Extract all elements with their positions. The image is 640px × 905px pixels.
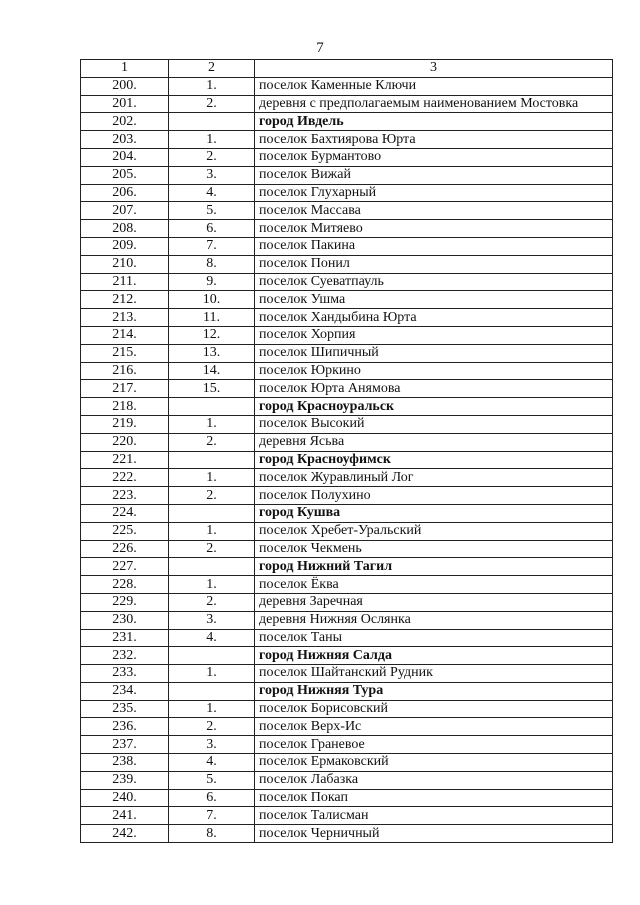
row-number-cell: 233. [81, 665, 169, 683]
sub-number-cell: 5. [169, 771, 255, 789]
settlement-name-cell: поселок Журавлиный Лог [255, 469, 613, 487]
row-number-cell: 229. [81, 593, 169, 611]
column-header-3: 3 [255, 60, 613, 78]
city-row [81, 558, 613, 576]
row-number-cell: 236. [81, 718, 169, 736]
settlement-name-cell: поселок Ёква [255, 576, 613, 594]
sub-number-cell [169, 398, 255, 416]
row-number-cell: 212. [81, 291, 169, 309]
row-number-cell: 218. [81, 398, 169, 416]
sub-number-cell: 2. [169, 487, 255, 505]
sub-number-cell: 1. [169, 576, 255, 594]
settlement-name-cell: поселок Понил [255, 255, 613, 273]
row-number-cell: 230. [81, 611, 169, 629]
table-row [81, 380, 613, 398]
sub-number-cell: 10. [169, 291, 255, 309]
sub-number-cell [169, 504, 255, 522]
table-row [81, 77, 613, 95]
sub-number-cell: 5. [169, 202, 255, 220]
settlement-name-cell: поселок Шайтанский Рудник [255, 665, 613, 683]
row-number-cell: 232. [81, 647, 169, 665]
table-row [81, 576, 613, 594]
sub-number-cell: 3. [169, 611, 255, 629]
table-row [81, 807, 613, 825]
settlement-name-cell: поселок Бахтиярова Юрта [255, 131, 613, 149]
row-number-cell: 222. [81, 469, 169, 487]
table-row [81, 754, 613, 772]
settlement-name-cell: деревня Заречная [255, 593, 613, 611]
table-row [81, 629, 613, 647]
settlement-name-cell: поселок Вижай [255, 166, 613, 184]
row-number-cell: 226. [81, 540, 169, 558]
sub-number-cell: 1. [169, 469, 255, 487]
table-row [81, 771, 613, 789]
settlement-name-cell: город Нижний Тагил [255, 558, 613, 576]
sub-number-cell: 4. [169, 629, 255, 647]
table-row [81, 255, 613, 273]
row-number-cell: 205. [81, 166, 169, 184]
row-number-cell: 240. [81, 789, 169, 807]
city-row [81, 398, 613, 416]
row-number-cell: 238. [81, 754, 169, 772]
city-row [81, 451, 613, 469]
settlement-name-cell: поселок Верх-Ис [255, 718, 613, 736]
column-header-1: 1 [81, 60, 169, 78]
settlement-name-cell: поселок Черничный [255, 825, 613, 843]
city-row [81, 647, 613, 665]
settlement-name-cell: город Красноуфимск [255, 451, 613, 469]
settlement-name-cell: поселок Бурмантово [255, 148, 613, 166]
settlement-name-cell: город Красноуральск [255, 398, 613, 416]
table-row [81, 789, 613, 807]
settlement-name-cell: поселок Таны [255, 629, 613, 647]
row-number-cell: 216. [81, 362, 169, 380]
table-row [81, 700, 613, 718]
table-row [81, 611, 613, 629]
settlement-name-cell: поселок Ушма [255, 291, 613, 309]
sub-number-cell: 12. [169, 326, 255, 344]
row-number-cell: 221. [81, 451, 169, 469]
city-row [81, 113, 613, 131]
city-row [81, 682, 613, 700]
row-number-cell: 204. [81, 148, 169, 166]
table-header-row [81, 60, 613, 78]
sub-number-cell: 2. [169, 718, 255, 736]
table-row [81, 166, 613, 184]
settlement-name-cell: поселок Шипичный [255, 344, 613, 362]
sub-number-cell: 2. [169, 433, 255, 451]
table-row [81, 309, 613, 327]
table-row [81, 95, 613, 113]
settlement-name-cell: поселок Массава [255, 202, 613, 220]
settlement-name-cell: поселок Юрта Анямова [255, 380, 613, 398]
sub-number-cell: 7. [169, 807, 255, 825]
row-number-cell: 201. [81, 95, 169, 113]
table-row [81, 522, 613, 540]
sub-number-cell [169, 558, 255, 576]
row-number-cell: 200. [81, 77, 169, 95]
row-number-cell: 234. [81, 682, 169, 700]
row-number-cell: 241. [81, 807, 169, 825]
settlement-name-cell: деревня Нижняя Ослянка [255, 611, 613, 629]
sub-number-cell: 6. [169, 789, 255, 807]
column-header-2: 2 [169, 60, 255, 78]
sub-number-cell: 1. [169, 415, 255, 433]
sub-number-cell: 7. [169, 237, 255, 255]
row-number-cell: 225. [81, 522, 169, 540]
row-number-cell: 202. [81, 113, 169, 131]
sub-number-cell: 14. [169, 362, 255, 380]
city-row [81, 504, 613, 522]
settlement-name-cell: поселок Хорпия [255, 326, 613, 344]
table-row [81, 718, 613, 736]
sub-number-cell: 1. [169, 131, 255, 149]
settlement-name-cell: город Кушва [255, 504, 613, 522]
settlements-table [80, 59, 613, 843]
table-row [81, 273, 613, 291]
settlement-name-cell: поселок Талисман [255, 807, 613, 825]
sub-number-cell [169, 113, 255, 131]
table-row [81, 202, 613, 220]
row-number-cell: 203. [81, 131, 169, 149]
sub-number-cell: 4. [169, 184, 255, 202]
table-row [81, 665, 613, 683]
sub-number-cell: 8. [169, 825, 255, 843]
table-row [81, 825, 613, 843]
sub-number-cell: 3. [169, 166, 255, 184]
sub-number-cell: 2. [169, 148, 255, 166]
row-number-cell: 214. [81, 326, 169, 344]
row-number-cell: 237. [81, 736, 169, 754]
settlement-name-cell: поселок Граневое [255, 736, 613, 754]
sub-number-cell: 2. [169, 540, 255, 558]
table-row [81, 469, 613, 487]
settlement-name-cell: поселок Высокий [255, 415, 613, 433]
row-number-cell: 213. [81, 309, 169, 327]
sub-number-cell: 2. [169, 95, 255, 113]
settlement-name-cell: поселок Борисовский [255, 700, 613, 718]
row-number-cell: 206. [81, 184, 169, 202]
row-number-cell: 210. [81, 255, 169, 273]
sub-number-cell: 1. [169, 77, 255, 95]
table-row [81, 131, 613, 149]
table-row [81, 148, 613, 166]
sub-number-cell: 6. [169, 220, 255, 238]
row-number-cell: 227. [81, 558, 169, 576]
row-number-cell: 228. [81, 576, 169, 594]
sub-number-cell: 9. [169, 273, 255, 291]
row-number-cell: 211. [81, 273, 169, 291]
row-number-cell: 208. [81, 220, 169, 238]
settlement-name-cell: поселок Чекмень [255, 540, 613, 558]
sub-number-cell: 15. [169, 380, 255, 398]
row-number-cell: 235. [81, 700, 169, 718]
sub-number-cell: 1. [169, 665, 255, 683]
settlement-name-cell: поселок Каменные Ключи [255, 77, 613, 95]
settlement-name-cell: деревня с предполагаемым наименованием Мостовка [255, 95, 613, 113]
settlement-name-cell: поселок Митяево [255, 220, 613, 238]
table-row [81, 237, 613, 255]
settlement-name-cell: деревня Ясьва [255, 433, 613, 451]
sub-number-cell: 2. [169, 593, 255, 611]
settlement-name-cell: поселок Юркино [255, 362, 613, 380]
table-row [81, 415, 613, 433]
settlement-name-cell: поселок Хребет-Уральский [255, 522, 613, 540]
row-number-cell: 224. [81, 504, 169, 522]
row-number-cell: 215. [81, 344, 169, 362]
sub-number-cell: 8. [169, 255, 255, 273]
sub-number-cell: 4. [169, 754, 255, 772]
table-row [81, 433, 613, 451]
sub-number-cell: 11. [169, 309, 255, 327]
settlement-name-cell: город Ивдель [255, 113, 613, 131]
sub-number-cell: 1. [169, 522, 255, 540]
sub-number-cell: 3. [169, 736, 255, 754]
table-row [81, 362, 613, 380]
sub-number-cell [169, 647, 255, 665]
row-number-cell: 239. [81, 771, 169, 789]
settlement-name-cell: город Нижняя Тура [255, 682, 613, 700]
sub-number-cell [169, 451, 255, 469]
settlement-name-cell: поселок Глухарный [255, 184, 613, 202]
table-row [81, 540, 613, 558]
settlement-name-cell: поселок Пакина [255, 237, 613, 255]
settlement-name-cell: поселок Хандыбина Юрта [255, 309, 613, 327]
row-number-cell: 209. [81, 237, 169, 255]
row-number-cell: 217. [81, 380, 169, 398]
settlement-name-cell: поселок Лабазка [255, 771, 613, 789]
table-row [81, 326, 613, 344]
row-number-cell: 223. [81, 487, 169, 505]
row-number-cell: 220. [81, 433, 169, 451]
row-number-cell: 242. [81, 825, 169, 843]
row-number-cell: 207. [81, 202, 169, 220]
settlement-name-cell: поселок Ермаковский [255, 754, 613, 772]
table-body [81, 60, 613, 843]
table-row [81, 736, 613, 754]
table-row [81, 487, 613, 505]
table-row [81, 291, 613, 309]
table-row [81, 593, 613, 611]
row-number-cell: 219. [81, 415, 169, 433]
sub-number-cell [169, 682, 255, 700]
settlement-name-cell: поселок Покап [255, 789, 613, 807]
table-row [81, 220, 613, 238]
row-number-cell: 231. [81, 629, 169, 647]
settlement-name-cell: поселок Полухино [255, 487, 613, 505]
table-row [81, 184, 613, 202]
sub-number-cell: 13. [169, 344, 255, 362]
page-number: 7 [316, 40, 324, 56]
settlement-name-cell: поселок Суеватпауль [255, 273, 613, 291]
sub-number-cell: 1. [169, 700, 255, 718]
table-row [81, 344, 613, 362]
settlement-name-cell: город Нижняя Салда [255, 647, 613, 665]
